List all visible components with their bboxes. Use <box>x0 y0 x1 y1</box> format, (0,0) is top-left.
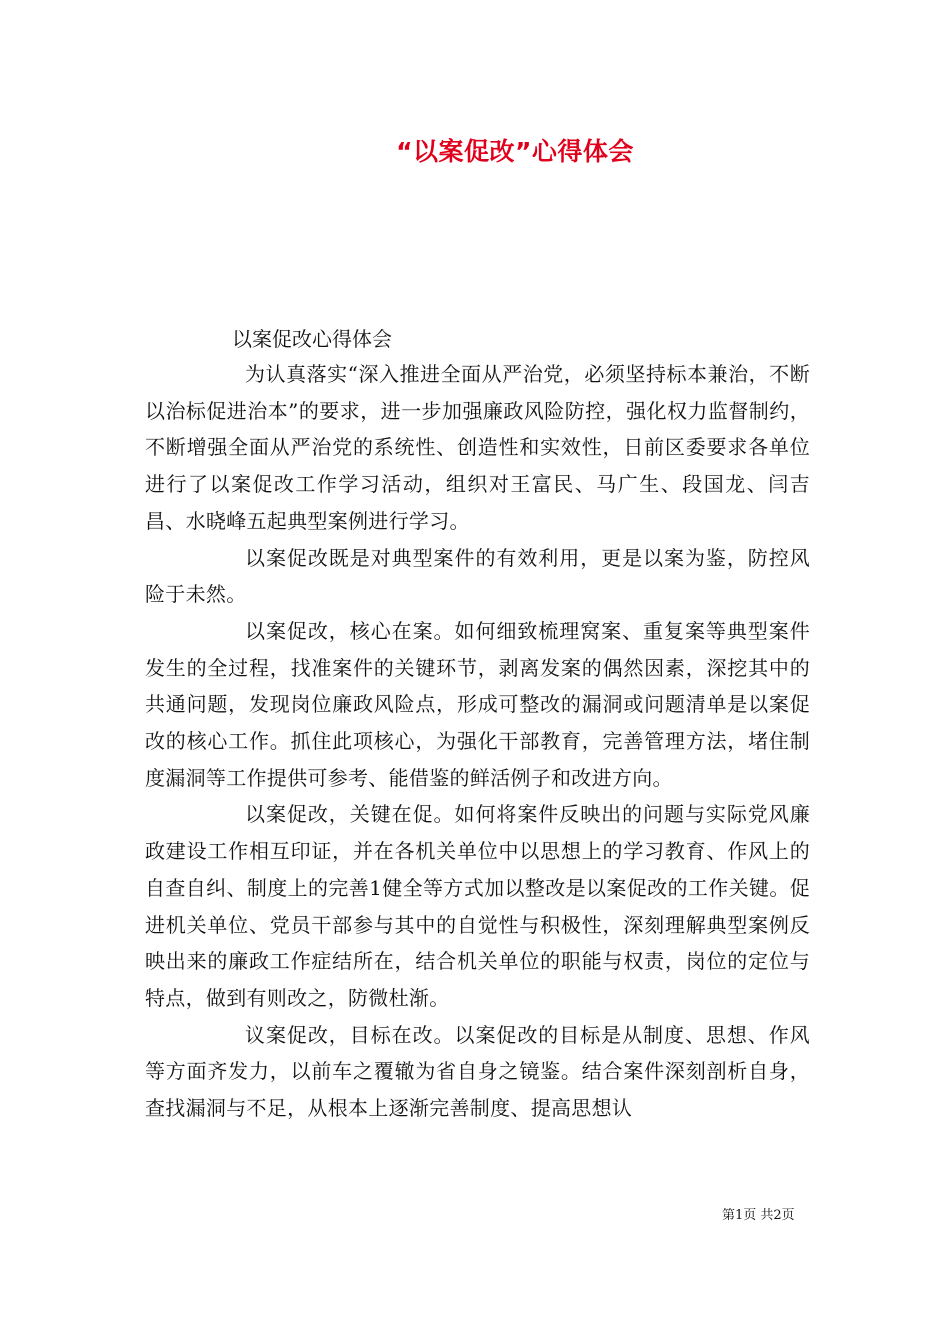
document-title: “以案促改”心得体会 <box>396 137 634 166</box>
paragraph-key: 以案促改，关键在促。如何将案件反映出的问题与实际党风廉政建设工作相互印证，并在各机关单位中以思想上的学习教育、作风上的自查自纠、制度上的完善1健全等方式加以整改是以案促改的工作关键。促进机关单位、党员干部参与其中的自觉性与积极性，深刻理解典型案例反映出来的廉政工作症结所在，结合机关单位的职能与权责，岗位的定位与特点，做到有则改之，防微杜渐。 <box>145 802 810 1010</box>
page-number: 第1页 共2页 <box>722 1208 795 1223</box>
paragraph-intro: 为认真落实“深入推进全面从严治党，必须坚持标本兼治，不断以治标促进治本”的要求，进一步加强廉政风险防控，强化权力监督制约，不断增强全面从严治党的系统性、创造性和实效性，日前区委要求各单位进行了以案促改工作学习活动，组织对王富民、马广生、段国龙、闫吉昌、水晓峰五起典型案例进行学习。 <box>145 362 810 533</box>
document-subtitle: 以案促改心得体会 <box>232 327 392 351</box>
paragraph-purpose: 以案促改既是对典型案件的有效利用，更是以案为鉴，防控风险于未然。 <box>145 545 810 607</box>
document-body <box>145 356 810 1127</box>
paragraph-core: 以案促改，核心在案。如何细致梳理窝案、重复案等典型案件发生的全过程，找准案件的关键环节，剥离发案的偶然因素，深挖其中的共通问题，发现岗位廉政风险点，形成可整改的漏洞或问题清单是以案促改的核心工作。抓住此项核心，为强化干部教育，完善管理方法，堵住制度漏洞等工作提供可参考、能借鉴的鲜活例子和改进方向。 <box>145 618 810 790</box>
paragraph-goal: 议案促改，目标在改。以案促改的目标是从制度、思想、作风等方面齐发力，以前车之覆辙为省自身之镜鉴。结合案件深刻剖析自身，查找漏洞与不足，从根本上逐渐完善制度、提高思想认 <box>145 1022 810 1121</box>
